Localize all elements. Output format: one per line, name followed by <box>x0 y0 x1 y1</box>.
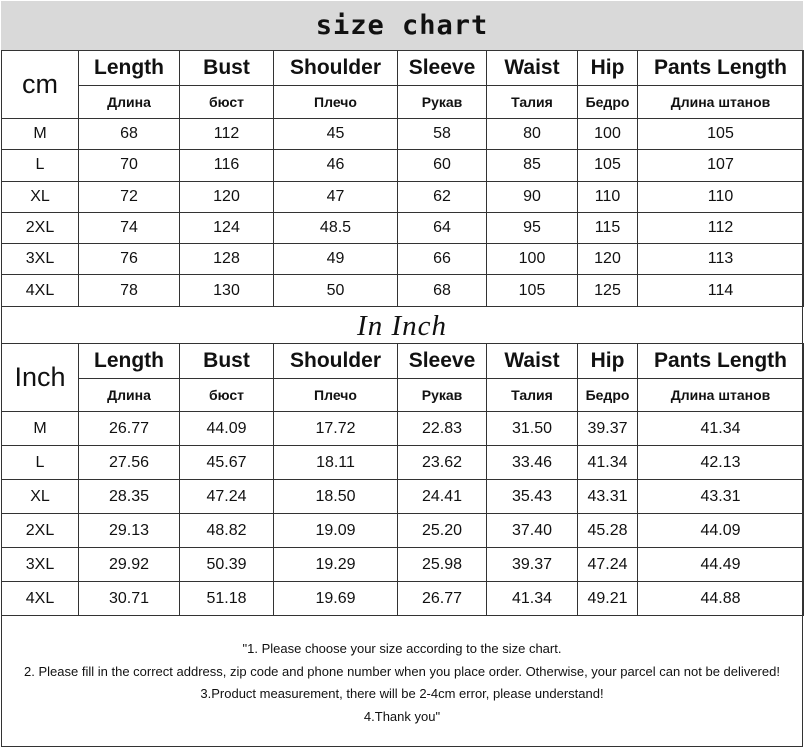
value-cell: 48.5 <box>274 212 398 243</box>
cm-size-table <box>1 50 804 307</box>
header-shoulder-ru: Плечо <box>274 379 398 412</box>
header-shoulder-ru: Плечо <box>274 86 398 119</box>
size-cell: XL <box>2 480 79 514</box>
header-bust-ru: бюст <box>180 379 274 412</box>
value-cell: 45.28 <box>578 514 638 548</box>
size-cell: 3XL <box>2 548 79 582</box>
header-hip: Hip <box>578 344 638 379</box>
table-row <box>2 212 804 243</box>
size-cell: 3XL <box>2 244 79 275</box>
value-cell: 124 <box>180 212 274 243</box>
header-length: Length <box>79 344 180 379</box>
table-row <box>2 244 804 275</box>
header-pants-length: Pants Length <box>638 51 804 86</box>
header-bust-ru: бюст <box>180 86 274 119</box>
header-shoulder: Shoulder <box>274 51 398 86</box>
header-row-ru <box>2 86 804 119</box>
value-cell: 128 <box>180 244 274 275</box>
header-hip-ru: Бедро <box>578 86 638 119</box>
value-cell: 29.13 <box>79 514 180 548</box>
value-cell: 39.37 <box>487 548 578 582</box>
value-cell: 105 <box>638 119 804 150</box>
header-row-ru <box>2 379 804 412</box>
value-cell: 19.29 <box>274 548 398 582</box>
table-row <box>2 181 804 212</box>
value-cell: 19.09 <box>274 514 398 548</box>
header-hip: Hip <box>578 51 638 86</box>
value-cell: 74 <box>79 212 180 243</box>
value-cell: 62 <box>398 181 487 212</box>
header-waist: Waist <box>487 344 578 379</box>
value-cell: 112 <box>638 212 804 243</box>
size-cell: 4XL <box>2 275 79 306</box>
value-cell: 23.62 <box>398 446 487 480</box>
value-cell: 68 <box>79 119 180 150</box>
value-cell: 130 <box>180 275 274 306</box>
note-1: "1. Please choose your size according to the size chart. <box>242 641 562 656</box>
table-row <box>2 150 804 181</box>
value-cell: 39.37 <box>578 412 638 446</box>
header-length-ru: Длина <box>79 379 180 412</box>
value-cell: 64 <box>398 212 487 243</box>
header-hip-ru: Бедро <box>578 379 638 412</box>
value-cell: 85 <box>487 150 578 181</box>
header-waist: Waist <box>487 51 578 86</box>
value-cell: 110 <box>638 181 804 212</box>
size-cell: XL <box>2 181 79 212</box>
page-title: size chart <box>315 10 489 41</box>
value-cell: 17.72 <box>274 412 398 446</box>
value-cell: 45 <box>274 119 398 150</box>
value-cell: 18.50 <box>274 480 398 514</box>
value-cell: 25.98 <box>398 548 487 582</box>
value-cell: 27.56 <box>79 446 180 480</box>
header-pants-length-ru: Длина штанов <box>638 86 804 119</box>
value-cell: 18.11 <box>274 446 398 480</box>
value-cell: 19.69 <box>274 582 398 616</box>
note-2: 2. Please fill in the correct address, zip code and phone number when you place order. Otherwise, your parcel can not be delivered! <box>24 663 780 679</box>
value-cell: 50 <box>274 275 398 306</box>
header-sleeve-ru: Рукав <box>398 86 487 119</box>
value-cell: 47.24 <box>180 480 274 514</box>
size-cell: L <box>2 150 79 181</box>
size-cell: 4XL <box>2 582 79 616</box>
header-waist-ru: Талия <box>487 379 578 412</box>
value-cell: 105 <box>578 150 638 181</box>
value-cell: 51.18 <box>180 582 274 616</box>
value-cell: 70 <box>79 150 180 181</box>
header-sleeve: Sleeve <box>398 51 487 86</box>
value-cell: 90 <box>487 181 578 212</box>
value-cell: 25.20 <box>398 514 487 548</box>
value-cell: 41.34 <box>487 582 578 616</box>
table-row <box>2 480 804 514</box>
size-cell: 2XL <box>2 212 79 243</box>
value-cell: 100 <box>578 119 638 150</box>
header-row-en <box>2 51 804 86</box>
value-cell: 110 <box>578 181 638 212</box>
table-row <box>2 446 804 480</box>
value-cell: 49.21 <box>578 582 638 616</box>
inch-size-table <box>1 343 804 616</box>
size-cell: M <box>2 119 79 150</box>
header-length: Length <box>79 51 180 86</box>
unit-cell: cm <box>2 51 79 119</box>
note-4: 4.Thank you" <box>363 708 441 724</box>
value-cell: 43.31 <box>578 480 638 514</box>
value-cell: 68 <box>398 275 487 306</box>
inch-section-label <box>1 308 803 344</box>
value-cell: 33.46 <box>487 446 578 480</box>
value-cell: 95 <box>487 212 578 243</box>
value-cell: 24.41 <box>398 480 487 514</box>
value-cell: 125 <box>578 275 638 306</box>
value-cell: 60 <box>398 150 487 181</box>
value-cell: 58 <box>398 119 487 150</box>
header-bust: Bust <box>180 51 274 86</box>
value-cell: 100 <box>487 244 578 275</box>
value-cell: 37.40 <box>487 514 578 548</box>
table-row <box>2 275 804 306</box>
header-pants-length-ru: Длина штанов <box>638 379 804 412</box>
header-sleeve-ru: Рукав <box>398 379 487 412</box>
value-cell: 76 <box>79 244 180 275</box>
size-cell: M <box>2 412 79 446</box>
value-cell: 112 <box>180 119 274 150</box>
unit-cell: Inch <box>2 344 79 412</box>
value-cell: 42.13 <box>638 446 804 480</box>
header-waist-ru: Талия <box>487 86 578 119</box>
table-row <box>2 582 804 616</box>
table-row <box>2 548 804 582</box>
value-cell: 44.49 <box>638 548 804 582</box>
value-cell: 116 <box>180 150 274 181</box>
title-bar <box>1 1 803 51</box>
value-cell: 31.50 <box>487 412 578 446</box>
value-cell: 78 <box>79 275 180 306</box>
header-length-ru: Длина <box>79 86 180 119</box>
value-cell: 28.35 <box>79 480 180 514</box>
value-cell: 26.77 <box>79 412 180 446</box>
value-cell: 50.39 <box>180 548 274 582</box>
value-cell: 66 <box>398 244 487 275</box>
value-cell: 120 <box>180 181 274 212</box>
value-cell: 49 <box>274 244 398 275</box>
value-cell: 46 <box>274 150 398 181</box>
header-row-en <box>2 344 804 379</box>
value-cell: 72 <box>79 181 180 212</box>
value-cell: 114 <box>638 275 804 306</box>
note-3: 3.Product measurement, there will be 2-4cm error, please understand! <box>200 686 604 701</box>
value-cell: 113 <box>638 244 804 275</box>
value-cell: 45.67 <box>180 446 274 480</box>
value-cell: 41.34 <box>578 446 638 480</box>
notes <box>1 619 803 747</box>
value-cell: 44.09 <box>180 412 274 446</box>
inch-label-text: In Inch <box>357 309 447 342</box>
value-cell: 120 <box>578 244 638 275</box>
value-cell: 44.88 <box>638 582 804 616</box>
value-cell: 29.92 <box>79 548 180 582</box>
value-cell: 48.82 <box>180 514 274 548</box>
value-cell: 107 <box>638 150 804 181</box>
value-cell: 105 <box>487 275 578 306</box>
size-cell: L <box>2 446 79 480</box>
value-cell: 47.24 <box>578 548 638 582</box>
value-cell: 47 <box>274 181 398 212</box>
header-sleeve: Sleeve <box>398 344 487 379</box>
header-pants-length: Pants Length <box>638 344 804 379</box>
value-cell: 22.83 <box>398 412 487 446</box>
value-cell: 115 <box>578 212 638 243</box>
table-row <box>2 514 804 548</box>
table-row <box>2 412 804 446</box>
value-cell: 43.31 <box>638 480 804 514</box>
size-cell: 2XL <box>2 514 79 548</box>
header-bust: Bust <box>180 344 274 379</box>
value-cell: 44.09 <box>638 514 804 548</box>
header-shoulder: Shoulder <box>274 344 398 379</box>
value-cell: 41.34 <box>638 412 804 446</box>
value-cell: 80 <box>487 119 578 150</box>
table-row <box>2 119 804 150</box>
value-cell: 26.77 <box>398 582 487 616</box>
value-cell: 35.43 <box>487 480 578 514</box>
value-cell: 30.71 <box>79 582 180 616</box>
